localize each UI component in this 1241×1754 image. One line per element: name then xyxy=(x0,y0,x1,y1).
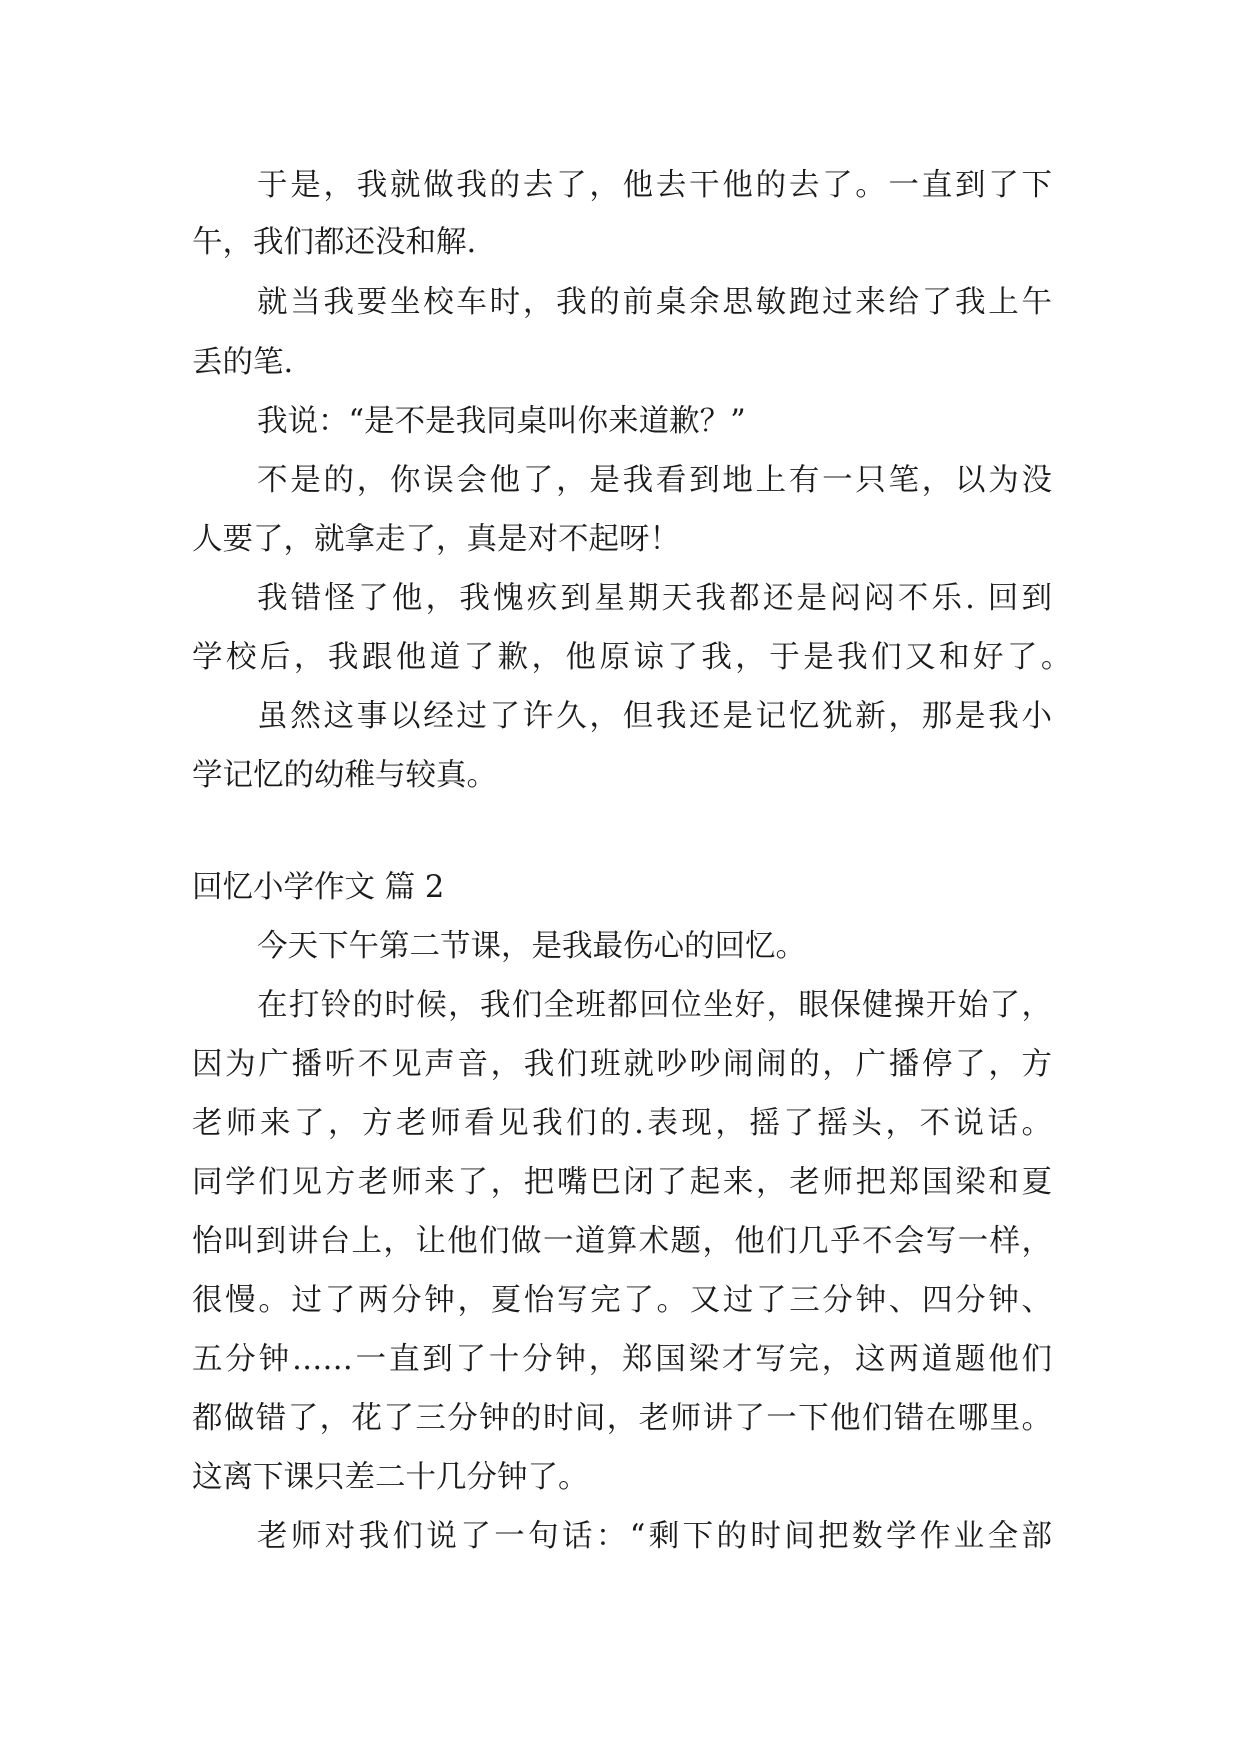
section-heading: 回忆小学作文 篇 2 xyxy=(192,870,445,905)
paragraph-line: 学记忆的幼稚与较真。 xyxy=(192,758,497,793)
paragraph-line: 丢的笔. xyxy=(192,345,294,380)
paragraph-line: 老师来了，方老师看见我们的.表现，摇了摇头，不说话。 xyxy=(192,1106,1052,1141)
paragraph-line: 因为广播听不见声音，我们班就吵吵闹闹的，广播停了，方 xyxy=(192,1047,1052,1082)
paragraph-line: 虽然这事以经过了许久，但我还是记忆犹新，那是我小 xyxy=(257,699,1052,734)
paragraph-line: 于是，我就做我的去了，他去干他的去了。一直到了下 xyxy=(257,168,1052,203)
paragraph-line: 这离下课只差二十几分钟了。 xyxy=(192,1460,589,1495)
paragraph-line: 人要了，就拿走了，真是对不起呀！ xyxy=(192,522,680,557)
paragraph-line: 老师对我们说了一句话：“剩下的时间把数学作业全部 xyxy=(257,1519,1052,1554)
paragraph-line: 我错怪了他，我愧疚到星期天我都还是闷闷不乐. 回到 xyxy=(257,581,1052,616)
paragraph-line: 我说：“是不是我同桌叫你来道歉？” xyxy=(257,404,746,439)
paragraph-line: 在打铃的时候，我们全班都回位坐好，眼保健操开始了， xyxy=(257,988,1052,1023)
paragraph-line: 今天下午第二节课，是我最伤心的回忆。 xyxy=(257,929,806,964)
paragraph-line: 午，我们都还没和解. xyxy=(192,225,477,260)
paragraph-line: 就当我要坐校车时，我的前桌余思敏跑过来给了我上午 xyxy=(257,285,1052,320)
paragraph-line: 不是的，你误会他了，是我看到地上有一只笔，以为没 xyxy=(257,463,1052,498)
paragraph-line: 五分钟……一直到了十分钟，郑国梁才写完，这两道题他们 xyxy=(192,1342,1052,1377)
paragraph-line: 学校后，我跟他道了歉，他原谅了我，于是我们又和好了。 xyxy=(192,640,1072,675)
paragraph-line: 很慢。过了两分钟，夏怡写完了。又过了三分钟、四分钟、 xyxy=(192,1283,1052,1318)
paragraph-line: 都做错了，花了三分钟的时间，老师讲了一下他们错在哪里。 xyxy=(192,1401,1052,1436)
paragraph-line: 怡叫到讲台上，让他们做一道算术题，他们几乎不会写一样， xyxy=(192,1224,1052,1259)
paragraph-line: 同学们见方老师来了，把嘴巴闭了起来，老师把郑国梁和夏 xyxy=(192,1165,1052,1200)
